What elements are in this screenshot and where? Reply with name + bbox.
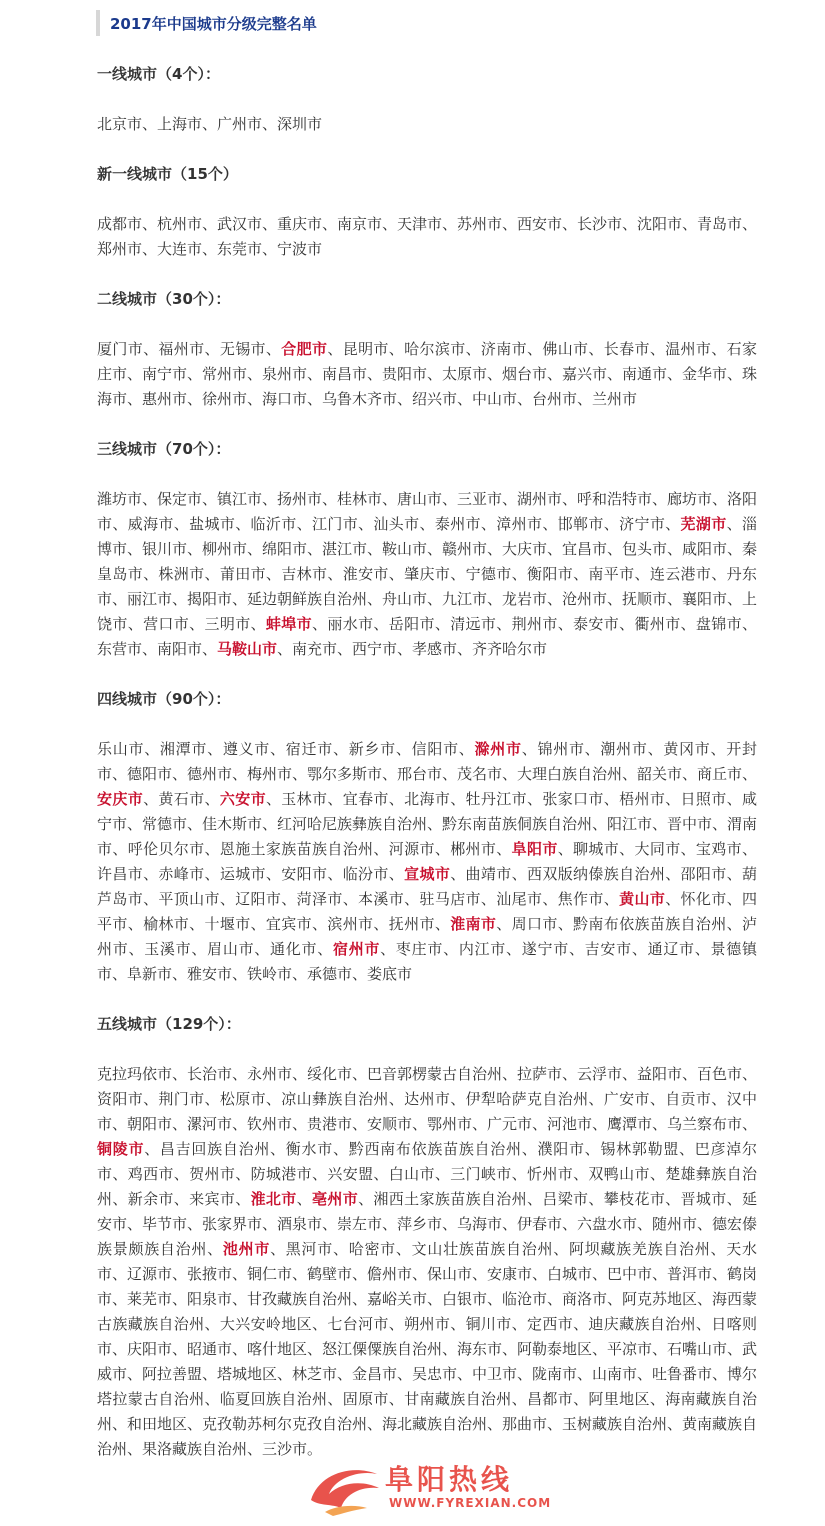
tier-city-list <box>97 487 757 662</box>
city-text: 北京市、上海市、广州市、深圳市 <box>97 115 323 133</box>
highlighted-city: 黄山市 <box>619 890 666 908</box>
highlighted-city: 六安市 <box>219 790 266 808</box>
tier-heading: 四线城市（90个）： <box>97 690 231 708</box>
highlighted-city: 阜阳市 <box>511 840 558 858</box>
highlighted-city: 宿州市 <box>332 940 381 958</box>
city-text: 、丽水市、岳阳市、清远市、荆州市、泰安市、衢州市、盘锦市、东营市、南阳市、 <box>97 615 757 658</box>
highlighted-city: 芜湖市 <box>680 515 727 533</box>
city-text: 、南充市、西宁市、孝感市、齐齐哈尔市 <box>277 640 548 658</box>
tier-city-list <box>97 737 757 987</box>
city-text: 、聊城市、大同市、宝鸡市、许昌市、赤峰市、运城市、安阳市、临汾市、 <box>97 840 757 883</box>
tier-heading: 一线城市（4个）： <box>97 65 220 83</box>
city-text: 、黑河市、哈密市、文山壮族苗族自治州、阿坝藏族羌族自治州、天水市、辽源市、张掖市、铜仁市、鹤壁市、儋州市、保山市、安康市、白城市、巴中市、普洱市、鹤岗市、莱芜市、阳泉市、甘孜藏族自治州、嘉峪关市、白银市、临沧市、商洛市、阿克苏地区、海西蒙古族藏族自治州、大兴安岭地区、七台河市、朔州市、铜川市、定西市、迪庆藏族自治州、日喀则市、庆阳市、昭通市、喀什地区、怒江傈僳族自治州、海东市、阿勒泰地区、平凉市、石嘴山市、武威市、阿拉善盟、塔城地区、林芝市、金昌市、吴忠市、中卫市、陇南市、山南市、吐鲁番市、博尔塔拉蒙古自治州、临夏回族自治州、固原市、甘南藏族自治州、昌都市、阿里地区、海南藏族自治州、和田地区、克孜勒苏柯尔克孜自治州、海北藏族自治州、那曲市、玉树藏族自治州、黄南藏族自治州、果洛藏族自治州、三沙市。 <box>97 1240 758 1458</box>
tier-heading: 三线城市（70个）： <box>97 440 231 458</box>
city-text: 、锦州市、潮州市、黄冈市、开封市、德阳市、德州市、梅州市、鄂尔多斯市、邢台市、茂名市、大理白族自治州、韶关市、商丘市、 <box>97 740 758 783</box>
highlighted-city: 马鞍山市 <box>217 640 278 658</box>
highlighted-city: 淮北市 <box>250 1190 297 1208</box>
highlighted-city: 亳州市 <box>312 1190 359 1208</box>
highlighted-city: 安庆市 <box>97 790 144 808</box>
city-text: 克拉玛依市、长治市、永州市、绥化市、巴音郭楞蒙古自治州、拉萨市、云浮市、益阳市、百色市、资阳市、荆门市、松原市、凉山彝族自治州、达州市、伊犁哈萨克自治州、广安市、自贡市、汉中市、朝阳市、漯河市、钦州市、贵港市、安顺市、鄂州市、广元市、河池市、鹰潭市、乌兰察布市、 <box>97 1065 758 1133</box>
highlighted-city: 蚌埠市 <box>265 615 312 633</box>
tier-city-list <box>97 112 757 137</box>
city-text: 成都市、杭州市、武汉市、重庆市、南京市、天津市、苏州市、西安市、长沙市、沈阳市、青岛市、郑州市、大连市、东莞市、宁波市 <box>97 215 758 258</box>
city-text: 厦门市、福州市、无锡市、 <box>97 340 282 358</box>
city-text: 、怀化市、四平市、榆林市、十堰市、宜宾市、滨州市、抚州市、 <box>97 890 757 933</box>
city-text: 、玉林市、宜春市、北海市、牡丹江市、张家口市、梧州市、日照市、咸宁市、常德市、佳木斯市、红河哈尼族彝族自治州、黔东南苗族侗族自治州、阳江市、晋中市、渭南市、呼伦贝尔市、恩施土家族苗族自治州、河源市、郴州市、 <box>97 790 758 858</box>
city-text: 、湘西土家族苗族自治州、吕梁市、攀枝花市、晋城市、延安市、毕节市、张家界市、酒泉市、崇左市、萍乡市、乌海市、伊春市、六盘水市、随州市、德宏傣族景颇族自治州、 <box>97 1190 758 1258</box>
tier-city-list <box>97 337 757 412</box>
swirl-logo-icon <box>305 1460 387 1518</box>
city-text: 、黄石市、 <box>143 790 220 808</box>
watermark-site-url: WWW.FYREXIAN.COM <box>389 1496 552 1510</box>
highlighted-city: 宣城市 <box>404 865 451 883</box>
city-text: 、曲靖市、西双版纳傣族自治州、邵阳市、葫芦岛市、平顶山市、辽阳市、菏泽市、本溪市、驻马店市、汕尾市、焦作市、 <box>97 865 757 908</box>
watermark-site-name: 阜阳热线 <box>385 1463 514 1496</box>
highlighted-city: 合肥市 <box>281 340 328 358</box>
city-text: 乐山市、湘潭市、遵义市、宿迁市、新乡市、信阳市、 <box>97 740 475 758</box>
highlighted-city: 池州市 <box>222 1240 271 1258</box>
city-text: 、枣庄市、内江市、遂宁市、吉安市、通辽市、景德镇市、阜新市、雅安市、铁岭市、承德市、娄底市 <box>97 940 757 983</box>
highlighted-city: 铜陵市 <box>97 1140 145 1158</box>
city-text: 、 <box>296 1190 312 1208</box>
city-text: 、昆明市、哈尔滨市、济南市、佛山市、长春市、温州市、石家庄市、南宁市、常州市、泉州市、南昌市、贵阳市、太原市、烟台市、嘉兴市、南通市、金华市、珠海市、惠州市、徐州市、海口市、乌鲁木齐市、绍兴市、中山市、台州市、兰州市 <box>97 340 758 408</box>
tier-heading: 新一线城市（15个） <box>97 165 238 183</box>
tier-heading: 二线城市（30个）： <box>97 290 231 308</box>
city-text: 、昌吉回族自治州、衡水市、黔西南布依族苗族自治州、濮阳市、锡林郭勒盟、巴彦淖尔市、鸡西市、贺州市、防城港市、兴安盟、白山市、三门峡市、忻州市、双鸭山市、楚雄彝族自治州、新余市、来宾市、 <box>97 1140 757 1208</box>
city-text: 、周口市、黔南布依族苗族自治州、泸州市、玉溪市、眉山市、通化市、 <box>97 915 757 958</box>
article-title-bar <box>96 10 317 36</box>
tier-city-list <box>97 1062 757 1462</box>
article-title: 2017年中国城市分级完整名单 <box>110 14 317 33</box>
city-tier-list <box>97 62 757 1487</box>
tier-city-list <box>97 212 757 262</box>
city-text: 、淄博市、银川市、柳州市、绵阳市、湛江市、鞍山市、赣州市、大庆市、宜昌市、包头市、咸阳市、秦皇岛市、株洲市、莆田市、吉林市、淮安市、肇庆市、宁德市、衡阳市、南平市、连云港市、丹东市、丽江市、揭阳市、延边朝鲜族自治州、舟山市、九江市、龙岩市、沧州市、抚顺市、襄阳市、上饶市、营口市、三明市、 <box>97 515 758 633</box>
highlighted-city: 淮南市 <box>450 915 497 933</box>
site-watermark <box>305 1456 552 1522</box>
highlighted-city: 滁州市 <box>474 740 522 758</box>
tier-heading: 五线城市（129个）： <box>97 1015 241 1033</box>
city-text: 潍坊市、保定市、镇江市、扬州市、桂林市、唐山市、三亚市、湖州市、呼和浩特市、廊坊市、洛阳市、威海市、盐城市、临沂市、江门市、汕头市、泰州市、漳州市、邯郸市、济宁市、 <box>97 490 758 533</box>
